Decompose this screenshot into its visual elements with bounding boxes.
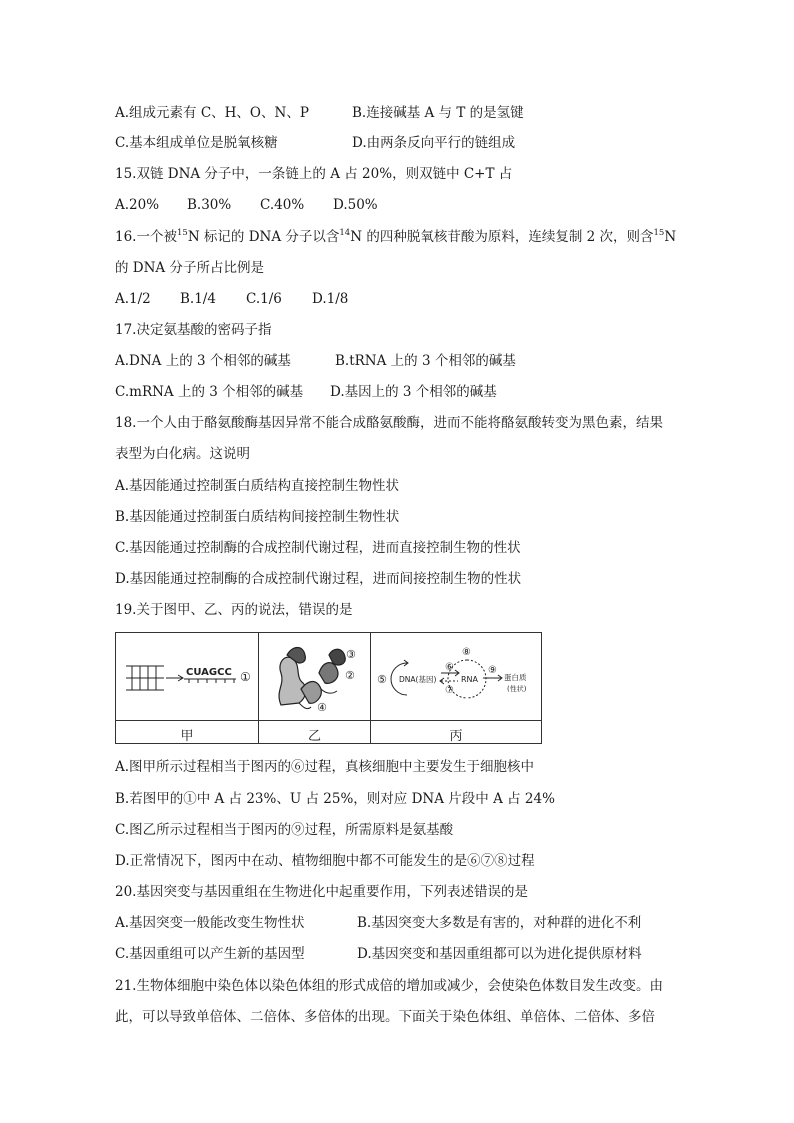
q20-option-b: B.基因突变大多数是有害的，对种群的进化不利 [357, 915, 642, 931]
q15-stem: 15.双链 DNA 分子中，一条链上的 A 占 20%，则双链中 C+T 占 [115, 166, 513, 182]
q16-option-b: B.1/4 [180, 291, 216, 307]
figure-jia-diagram [116, 633, 258, 719]
q18-stem: 18.一个人由于酪氨酸酶基因异常不能合成酪氨酸酶，进而不能将酪氨酸转变为黑色素，结果 [115, 415, 663, 431]
q21-stem-line2: 此，可以导致单倍体、二倍体、多倍体的出现。下面关于染色体组、单倍体、二倍体、多倍 [115, 1009, 655, 1025]
q15-option-b: B.30% [187, 197, 232, 213]
q19-option-c: C.图乙所示过程相当于图丙的⑨过程，所需原料是氨基酸 [115, 822, 454, 838]
q20-option-c: C.基因重组可以产生新的基因型 [115, 946, 305, 962]
bing-protein-label: 蛋白质 [504, 673, 527, 682]
q15-option-d: D.50% [333, 197, 378, 213]
q14-option-a: A.组成元素有 C、H、O、N、P [115, 105, 309, 121]
q14-option-d: D.由两条反向平行的链组成 [352, 135, 516, 151]
q19-option-b: B.若图甲的①中 A 占 23%、U 占 25%，则对应 DNA 片段中 A 占 24% [115, 791, 555, 807]
q15-option-c: C.40% [260, 197, 305, 213]
q14-option-c: C.基本组成单位是脱氧核糖 [115, 135, 278, 151]
q18-option-a: A.基因能通过控制蛋白质结构直接控制生物性状 [115, 478, 400, 494]
jia-label-1: ① [240, 670, 251, 684]
q19-figure-table [115, 632, 542, 744]
jia-sequence: CUAGCC [186, 667, 232, 678]
q18-option-c: C.基因能通过控制酶的合成控制代谢过程，进而直接控制生物的性状 [115, 540, 521, 556]
bing-label-7: ⑦ [445, 685, 454, 696]
q17-stem: 17.决定氨基酸的密码子指 [115, 322, 272, 338]
q19-option-d: D.正常情况下，图丙中在动、植物细胞中都不可能发生的是⑥⑦⑧过程 [115, 853, 535, 869]
bing-label-8: ⑧ [462, 647, 471, 658]
q19-option-a: A.图甲所示过程相当于图丙的⑥过程，真核细胞中主要发生于细胞核中 [115, 759, 535, 775]
q16-option-d: D.1/8 [312, 291, 349, 307]
q16-stem-line2: 的 DNA 分子所占比例是 [115, 260, 264, 276]
q14-option-b: B.连接碱基 A 与 T 的是氢键 [352, 105, 524, 121]
bing-label-9: ⑨ [488, 665, 497, 676]
bing-rna-label: RNA [461, 675, 479, 684]
q15-option-a: A.20% [115, 197, 160, 213]
q20-option-a: A.基因突变一般能改变生物性状 [115, 915, 305, 931]
q17-option-a: A.DNA 上的 3 个相邻的碱基 [115, 353, 291, 369]
yi-label-3: ③ [346, 648, 356, 661]
q17-option-d: D.基因上的 3 个相邻的碱基 [330, 384, 497, 400]
q18-option-b: B.基因能通过控制蛋白质结构间接控制生物性状 [115, 509, 400, 525]
q21-stem: 21.生物体细胞中染色体以染色体组的形式成倍的增加或减少，会使染色体数目发生改变。由 [115, 978, 663, 994]
yi-label-2: ② [345, 669, 355, 682]
q20-option-d: D.基因突变和基因重组都可以为进化提供原材料 [357, 946, 642, 962]
q17-option-c: C.mRNA 上的 3 个相邻的碱基 [115, 384, 304, 400]
bing-label-5: ⑤ [377, 673, 387, 686]
caption-yi: 乙 [307, 729, 321, 744]
q20-stem: 20.基因突变与基因重组在生物进化中起重要作用，下列表述错误的是 [115, 884, 528, 900]
figure-yi-diagram [259, 633, 370, 719]
q16-stem: 16.一个被$^{15}$N 标记的 DNA 分子以含$^{14}$N 的四种脱氧核苷酸为原料，连续复制 2 次，则含$^{15}$N [115, 227, 677, 245]
q18-option-d: D.基因能通过控制酶的合成控制代谢过程，进而间接控制生物的性状 [115, 571, 522, 587]
q16-option-c: C.1/6 [246, 291, 282, 307]
bing-label-6: ⑥ [445, 662, 454, 673]
q18-stem-line2: 表型为白化病。这说明 [115, 446, 250, 462]
figure-bing-diagram [371, 633, 541, 719]
bing-dna-label: DNA(基因) [399, 675, 437, 684]
q16-option-a: A.1/2 [115, 291, 151, 307]
q17-option-b: B.tRNA 上的 3 个相邻的碱基 [335, 353, 516, 369]
caption-bing: 丙 [449, 729, 463, 744]
bing-trait-label: (性状) [507, 685, 527, 693]
caption-jia: 甲 [180, 729, 194, 744]
yi-label-4: ④ [317, 701, 327, 714]
q19-stem: 19.关于图甲、乙、丙的说法，错误的是 [115, 602, 353, 618]
